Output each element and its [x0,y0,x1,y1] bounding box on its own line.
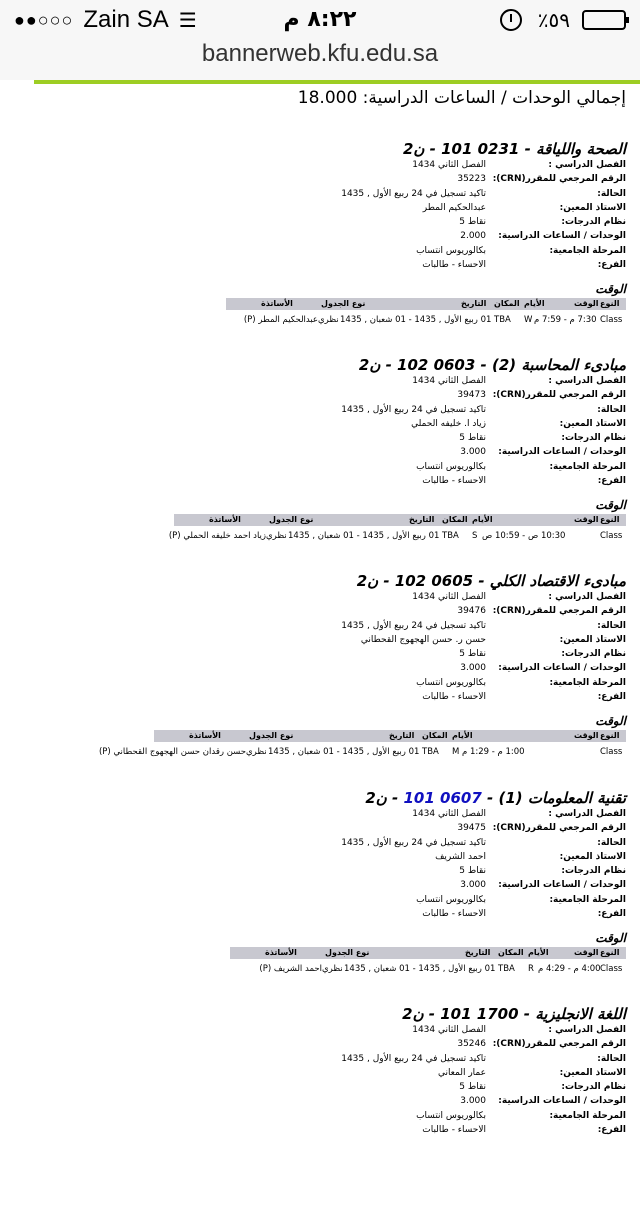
meeting-where: TBA [442,531,459,541]
meeting-where: TBA [498,964,515,974]
col-instructors: الأساتذة [189,731,221,740]
time-heading: الوقت [595,714,626,728]
field-credits [346,447,626,461]
meeting-dates: 01 ربيع الأول , 1435 - 01 شعبان , 1435 [344,964,496,974]
col-time: الوقت [574,731,599,740]
course-code: 1700 101 [440,1005,519,1023]
field-label: الفرع: [597,476,626,486]
time-heading: الوقت [595,282,626,296]
field-label: الفرع: [597,1125,626,1135]
field-label: الفرع: [597,692,626,702]
course-title: مبادىء الاقتصاد الكلي - 0605 102 - ن2 [356,572,626,590]
col-days: الأيام [524,299,545,308]
field-label: الرقم المرجعي للمقرر(CRN): [492,1039,626,1049]
field-label: الحالة: [597,189,626,199]
meeting-days: W [524,315,533,325]
field-label: الاستاذ المعين: [559,419,626,429]
meeting-sched-type: نظري [246,747,267,757]
meeting-dates: 01 ربيع الأول , 1435 - 01 شعبان , 1435 [288,531,440,541]
field-label: الفصل الدراسي : [548,809,626,819]
course-name: مبادىء الاقتصاد الكلي [489,572,626,590]
field-value: بكالوريوس انتساب [416,895,486,905]
field-value: 3.000 [460,663,486,673]
field-level [346,246,626,260]
meeting-instructors: حسن رقدان حسن الهجهوج القحطاني (P) [98,747,246,757]
meeting-instructors: احمد الشريف (P) [259,964,322,974]
course-section: ن2 [402,1005,424,1023]
col-where: المكان [498,948,524,957]
field-value: الاحساء - طالبات [422,909,486,919]
schedule-row [168,530,630,544]
field-term [346,592,626,606]
col-where: المكان [422,731,448,740]
signal-icon: ●●○○○ [14,9,74,30]
course-block [0,789,640,989]
col-instructors: الأساتذة [209,515,241,524]
col-time: الوقت [574,515,599,524]
field-value: تاكيد تسجيل في 24 ربيع الأول , 1435 [341,1054,486,1064]
meeting-days: S [472,531,478,541]
field-value: نقاط 5 [459,1082,486,1092]
meeting-sched-type: نظري [322,964,343,974]
col-sched-type: نوع الجدول [325,948,370,957]
field-label: نظام الدرجات: [561,866,626,876]
field-term [346,160,626,174]
field-value: الاحساء - طالبات [422,476,486,486]
field-grade-mode [346,433,626,447]
course-title: اللغة الانجليزية - 1700 101 - ن2 [402,1005,626,1023]
schedule-header [226,298,626,310]
field-label: الاستاذ المعين: [559,1068,626,1078]
field-label: المرحلة الجامعية: [549,462,626,472]
col-type: النوع [600,948,620,957]
field-grade-mode [346,866,626,880]
col-days: الأيام [452,731,473,740]
total-credits-value: 18.000 [297,88,358,108]
field-value: عبدالحكيم المطر [422,203,486,213]
field-level [346,462,626,476]
field-label: المرحلة الجامعية: [549,678,626,688]
course-section: ن2 [356,572,379,590]
field-branch [346,476,626,490]
meeting-time: 1:00 م - 1:29 م [462,747,525,757]
field-label: الوحدات / الساعات الدراسية: [498,1096,626,1106]
field-label: الفصل الدراسي : [548,592,626,602]
carrier-name: Zain SA [83,6,169,33]
col-where: المكان [494,299,520,308]
total-credits-label: إجمالي الوحدات / الساعات الدراسية: [362,88,626,108]
schedule-row [226,314,630,328]
battery-icon [582,10,626,30]
field-label: المرحلة الجامعية: [549,246,626,256]
schedule-row [98,746,630,760]
course-code[interactable]: 0607 101 [403,789,482,807]
field-label: الحالة: [597,1054,626,1064]
field-label: المرحلة الجامعية: [549,1111,626,1121]
col-dates: التاريخ [409,515,435,524]
field-value: بكالوريوس انتساب [416,462,486,472]
field-crn [346,390,626,404]
field-label: الفصل الدراسي : [548,160,626,170]
field-label: الوحدات / الساعات الدراسية: [498,880,626,890]
meeting-where: TBA [422,747,439,757]
address-bar[interactable] [0,38,640,80]
field-value: 39476 [457,606,486,616]
field-branch [346,692,626,706]
field-instructor [346,419,626,433]
meeting-days: R [528,964,534,974]
field-label: الفرع: [597,260,626,270]
field-label: الحالة: [597,621,626,631]
meeting-days: M [452,747,460,757]
field-value: 3.000 [460,447,486,457]
col-instructors: الأساتذة [265,948,297,957]
course-block [0,572,640,772]
schedule-header [154,730,626,742]
field-value: بكالوريوس انتساب [416,1111,486,1121]
field-value: 35223 [457,174,486,184]
field-value: الاحساء - طالبات [422,260,486,270]
field-instructor [346,852,626,866]
col-where: المكان [442,515,468,524]
field-label: الاستاذ المعين: [559,635,626,645]
meeting-time: 10:30 ص - 10:59 ص [482,531,566,541]
field-value: الفصل الثاني 1434 [412,160,486,170]
course-name: الصحة واللياقة [536,140,626,158]
time-heading: الوقت [595,498,626,512]
field-status [341,838,626,852]
field-label: الرقم المرجعي للمقرر(CRN): [492,606,626,616]
field-instructor [346,1068,626,1082]
col-dates: التاريخ [389,731,415,740]
meeting-type: Class [600,531,623,541]
course-code: 0603 102 [397,356,476,374]
total-credits [298,88,626,108]
field-status [341,189,626,203]
field-value: حسن ر. حسن الهجهوج القحطاني [360,635,486,645]
field-label: نظام الدرجات: [561,433,626,443]
field-value: نقاط 5 [459,866,486,876]
schedule-header [230,947,626,959]
battery-percent: ٪٥٩ [537,8,570,32]
field-value: نقاط 5 [459,649,486,659]
field-status [341,621,626,635]
field-crn [346,823,626,837]
system-indicators [500,8,626,32]
field-branch [346,1125,626,1139]
meeting-instructors: زياد احمد خليفه الحملي (P) [168,531,266,541]
course-name: مبادىء المحاسبة (2) [491,356,626,374]
field-value: تاكيد تسجيل في 24 ربيع الأول , 1435 [341,405,486,415]
course-section: ن2 [358,356,381,374]
col-instructors: الأساتذة [261,299,293,308]
field-label: الاستاذ المعين: [559,852,626,862]
col-type: النوع [600,515,620,524]
course-name: تقنية المعلومات (1) [498,789,626,807]
field-value: تاكيد تسجيل في 24 ربيع الأول , 1435 [341,189,486,199]
course-code: 0231 101 [441,140,520,158]
col-type: النوع [600,299,620,308]
course-block [0,356,640,556]
field-value: الفصل الثاني 1434 [412,376,486,386]
col-dates: التاريخ [465,948,491,957]
meeting-time: 4:00 م - 4:29 م [538,964,601,974]
field-term [346,1025,626,1039]
col-time: الوقت [574,299,599,308]
field-label: الفصل الدراسي : [548,1025,626,1035]
field-value: بكالوريوس انتساب [416,246,486,256]
field-value: الفصل الثاني 1434 [412,1025,486,1035]
col-sched-type: نوع الجدول [269,515,314,524]
course-section: ن2 [365,789,387,807]
meeting-instructors: عبدالحكيم المطر (P) [243,315,318,325]
meeting-type: Class [600,964,623,974]
field-label: نظام الدرجات: [561,1082,626,1092]
field-credits [346,880,626,894]
field-level [346,678,626,692]
col-sched-type: نوع الجدول [249,731,294,740]
field-credits [346,231,626,245]
course-block [0,1005,640,1205]
field-label: نظام الدرجات: [561,217,626,227]
course-title[interactable]: تقنية المعلومات (1) - 0607 101 - ن2 [365,789,626,807]
field-credits [346,663,626,677]
course-title: مبادىء المحاسبة (2) - 0603 102 - ن2 [358,356,626,374]
field-value: تاكيد تسجيل في 24 ربيع الأول , 1435 [341,621,486,631]
field-branch [346,260,626,274]
col-days: الأيام [472,515,493,524]
meeting-type: Class [600,315,623,325]
field-grade-mode [346,649,626,663]
field-term [346,376,626,390]
meeting-where: TBA [494,315,511,325]
field-crn [346,1039,626,1053]
meeting-sched-type: نظري [266,531,287,541]
field-instructor [346,635,626,649]
field-value: 35246 [457,1039,486,1049]
field-grade-mode [346,1082,626,1096]
schedule-row [230,963,630,977]
field-value: 39475 [457,823,486,833]
field-label: الرقم المرجعي للمقرر(CRN): [492,390,626,400]
field-branch [346,909,626,923]
field-term [346,809,626,823]
time-heading: الوقت [595,931,626,945]
field-status [341,1054,626,1068]
course-name: اللغة الانجليزية [535,1005,626,1023]
course-title: الصحة واللياقة - 0231 101 - ن2 [402,140,626,158]
schedule-header [174,514,626,526]
field-value: 2.000 [460,231,486,241]
field-level [346,895,626,909]
field-value: الفصل الثاني 1434 [412,592,486,602]
field-label: نظام الدرجات: [561,649,626,659]
field-label: الوحدات / الساعات الدراسية: [498,447,626,457]
field-label: الفصل الدراسي : [548,376,626,386]
course-section: ن2 [402,140,425,158]
field-grade-mode [346,217,626,231]
field-value: الاحساء - طالبات [422,1125,486,1135]
field-value: احمد الشريف [435,852,486,862]
course-code: 0605 102 [394,572,474,590]
field-label: الحالة: [597,405,626,415]
field-credits [346,1096,626,1110]
clock: ٨:٢٢ م [283,7,357,32]
wifi-icon: ☰ [178,9,197,32]
alarm-icon [500,9,522,31]
field-value: الفصل الثاني 1434 [412,809,486,819]
field-value: نقاط 5 [459,433,486,443]
meeting-dates: 01 ربيع الأول , 1435 - 01 شعبان , 1435 [340,315,492,325]
field-label: الوحدات / الساعات الدراسية: [498,663,626,673]
field-crn [346,606,626,620]
course-block [0,140,640,340]
col-type: النوع [600,731,620,740]
meeting-type: Class [600,747,623,757]
field-label: الحالة: [597,838,626,848]
meeting-dates: 01 ربيع الأول , 1435 - 01 شعبان , 1435 [268,747,420,757]
field-label: الرقم المرجعي للمقرر(CRN): [492,174,626,184]
field-level [346,1111,626,1125]
field-value: 3.000 [460,1096,486,1106]
field-value: بكالوريوس انتساب [416,678,486,688]
field-crn [346,174,626,188]
col-sched-type: نوع الجدول [321,299,366,308]
field-value: الاحساء - طالبات [422,692,486,702]
field-status [341,405,626,419]
status-bar [0,0,640,40]
field-value: 39473 [457,390,486,400]
field-label: المرحلة الجامعية: [549,895,626,905]
field-value: عمار المعاني [437,1068,486,1078]
col-time: الوقت [574,948,599,957]
field-label: الفرع: [597,909,626,919]
col-days: الأيام [528,948,549,957]
field-label: الوحدات / الساعات الدراسية: [498,231,626,241]
field-value: 3.000 [460,880,486,890]
field-label: الرقم المرجعي للمقرر(CRN): [492,823,626,833]
meeting-time: 7:30 م - 7:59 م [534,315,597,325]
col-dates: التاريخ [461,299,487,308]
page-load-progress [34,80,640,84]
field-instructor [346,203,626,217]
field-value: زياد ا. خليفه الحملي [411,419,486,429]
field-label: الاستاذ المعين: [559,203,626,213]
field-value: تاكيد تسجيل في 24 ربيع الأول , 1435 [341,838,486,848]
meeting-sched-type: نظري [318,315,339,325]
field-value: نقاط 5 [459,217,486,227]
url-text[interactable]: bannerweb.kfu.edu.sa [201,40,439,67]
